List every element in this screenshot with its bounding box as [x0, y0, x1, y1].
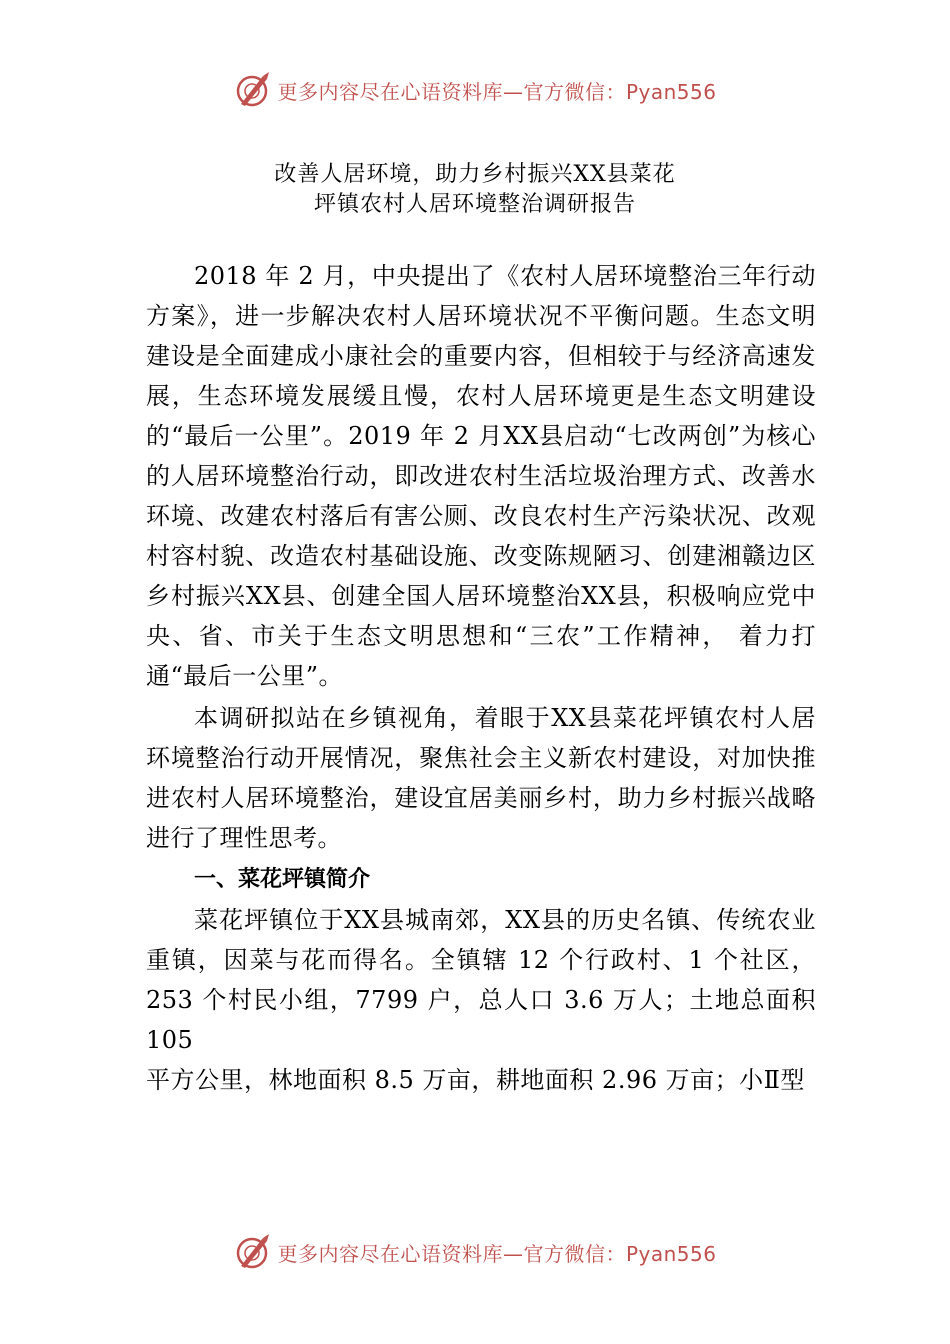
- paragraph-research-scope: 本调研拟站在乡镇视角，着眼于XX县菜花坪镇农村人居环境整治行动开展情况，聚焦社会主义新农村建设，对加快推进农村人居环境整治，建设宜居美丽乡村，助力乡村振兴战略进行了理性思考。: [146, 704, 816, 852]
- header-banner-text: 更多内容尽在心语资料库—官方微信：Pyan556: [277, 79, 717, 104]
- paragraph-town-profile-cont: 平方公里，林地面积 8.5 万亩，耕地面积 2.96 万亩；小Ⅱ型: [146, 1066, 805, 1094]
- section-heading-1: 一、菜花坪镇简介: [194, 867, 371, 892]
- title-line-1: 改善人居环境，助力乡村振兴XX县菜花: [274, 162, 676, 187]
- footer-banner: [0, 1232, 950, 1272]
- title-line-2: 坪镇农村人居环境整治调研报告: [313, 192, 636, 217]
- footer-banner-text: 更多内容尽在心语资料库—官方微信：Pyan556: [277, 1241, 717, 1266]
- paragraph-town-profile: 菜花坪镇位于XX县城南郊，XX县的历史名镇、传统农业重镇，因菜与花而得名。全镇辖 12 个行政村、1 个社区，253 个村民小组，7799 户，总人口 3.6 万人；土地总面积 105: [146, 906, 816, 1054]
- header-banner: [0, 70, 950, 110]
- pen-circle-logo-icon: [233, 70, 273, 110]
- pen-circle-logo-icon: [233, 1232, 273, 1272]
- document-title: [0, 160, 950, 220]
- paragraph-intro: 2018 年 2 月，中央提出了《农村人居环境整治三年行动方案》，进一步解决农村人居环境状况不平衡问题。生态文明建设是全面建成小康社会的重要内容，但相较于与经济高速发展，生态环境发展缓且慢，农村人居环境更是生态文明建设的“最后一公里”。2019 年 2 月XX县启动“七改两创”为核心的人居环境整治行动，即改进农村生活垃圾治理方式、改善水环境、改建农村落后有害公厕、改良农村生产污染状况、改观村容村貌、改造农村基础设施、改变陈规陋习、创建湘赣边区乡村振兴XX县、创建全国人居环境整治XX县，积极响应党中央、省、市关于生态文明思想和“三农”工作精神， 着力打通“最后一公里”。: [146, 262, 816, 690]
- document-body: [146, 256, 816, 1100]
